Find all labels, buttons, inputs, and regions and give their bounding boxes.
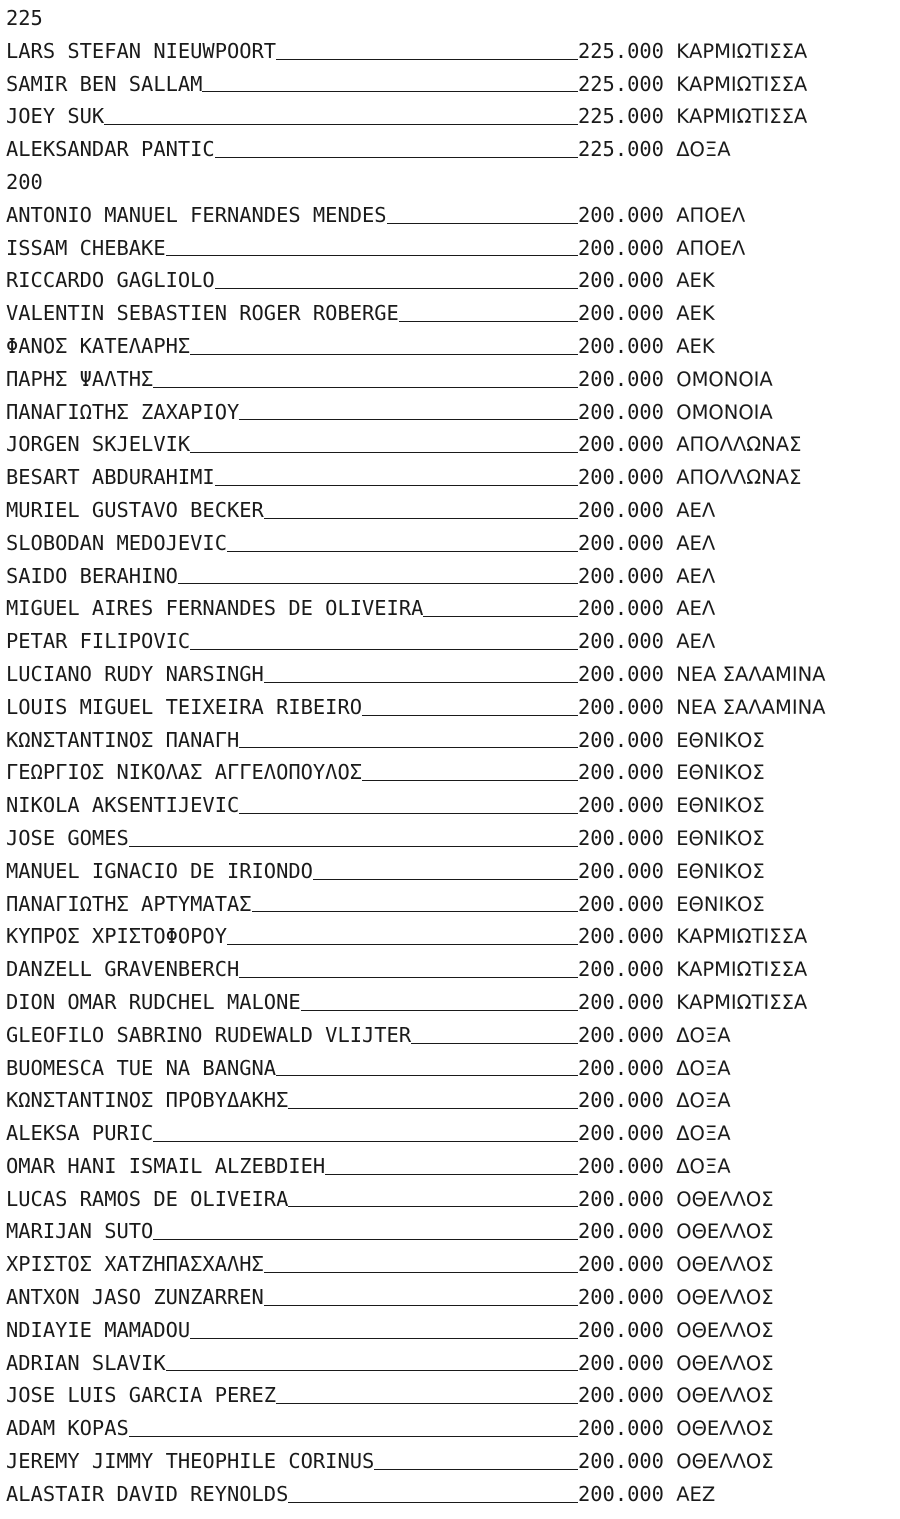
player-name: NDIAYIE MAMADOU bbox=[6, 1317, 191, 1342]
amount: 200.000 bbox=[578, 1317, 677, 1342]
list-item bbox=[6, 625, 900, 658]
amount: 200.000 bbox=[578, 497, 677, 522]
amount: 200.000 bbox=[578, 825, 677, 850]
player-name: MIGUEL AIRES FERNANDES DE OLIVEIRA bbox=[6, 596, 424, 621]
player-name: ΧΡΙΣΤΟΣ ΧΑΤΖΗΠΑΣΧΑΛΗΣ bbox=[6, 1252, 264, 1277]
leader-line bbox=[239, 976, 578, 978]
amount: 200.000 bbox=[578, 1252, 677, 1277]
amount: 200.000 bbox=[578, 1285, 677, 1310]
leader-line bbox=[227, 943, 578, 945]
list-item bbox=[6, 888, 900, 921]
player-name: ALASTAIR DAVID REYNOLDS bbox=[6, 1481, 289, 1506]
amount: 200.000 bbox=[578, 793, 677, 818]
amount: 200.000 bbox=[578, 1121, 677, 1146]
leader-line bbox=[362, 714, 578, 716]
list-item bbox=[6, 100, 900, 133]
leader-line bbox=[190, 1337, 578, 1339]
club-name: ΟΘΕΛΛΟΣ bbox=[676, 1351, 774, 1375]
list-item bbox=[6, 986, 900, 1019]
leader-line bbox=[288, 1501, 578, 1503]
club-name: ΕΘΝΙΚΟΣ bbox=[676, 794, 765, 818]
player-name: ΓΕΩΡΓΙΟΣ ΝΙΚΟΛΑΣ ΑΓΓΕΛΟΠΟΥΛΟΣ bbox=[6, 760, 363, 785]
leader-line bbox=[202, 90, 578, 92]
list-item bbox=[6, 297, 900, 330]
amount: 200.000 bbox=[578, 1481, 677, 1506]
amount: 200.000 bbox=[578, 1350, 677, 1375]
club-name: ΑΕΛ bbox=[676, 531, 716, 555]
player-name: MARIJAN SUTO bbox=[6, 1219, 154, 1244]
player-name: LUCAS RAMOS DE OLIVEIRA bbox=[6, 1186, 289, 1211]
list-item bbox=[6, 560, 900, 593]
club-name: ΔΟΞΑ bbox=[676, 1023, 731, 1047]
list-item bbox=[6, 527, 900, 560]
player-name: ANTONIO MANUEL FERNANDES MENDES bbox=[6, 202, 387, 227]
club-name: ΔΟΞΑ bbox=[676, 1089, 731, 1113]
leader-line bbox=[153, 1238, 578, 1240]
amount: 200.000 bbox=[578, 858, 677, 883]
club-name: ΑΠΟΕΛ bbox=[676, 236, 746, 260]
list-item bbox=[6, 133, 900, 166]
club-name: ΑΕΛ bbox=[676, 630, 716, 654]
amount: 200.000 bbox=[578, 333, 677, 358]
amount: 200.000 bbox=[578, 432, 677, 457]
list-item bbox=[6, 428, 900, 461]
amount: 200.000 bbox=[578, 1416, 677, 1441]
club-name: ΕΘΝΙΚΟΣ bbox=[676, 892, 765, 916]
amount: 200.000 bbox=[578, 1153, 677, 1178]
leader-line bbox=[325, 1173, 578, 1175]
club-name: ΟΘΕΛΛΟΣ bbox=[676, 1220, 774, 1244]
player-name: LUCIANO RUDY NARSINGH bbox=[6, 661, 264, 686]
amount: 200.000 bbox=[578, 563, 677, 588]
club-name: ΑΕΛ bbox=[676, 498, 716, 522]
list-item bbox=[6, 1248, 900, 1281]
list-item bbox=[6, 1412, 900, 1445]
player-name: ΚΩΝΣΤΑΝΤΙΝΟΣ ΠΑΝΑΓΗ bbox=[6, 727, 240, 752]
amount: 200.000 bbox=[578, 268, 677, 293]
player-name: ΠΑΡΗΣ ΨΑΛΤΗΣ bbox=[6, 366, 154, 391]
leader-line bbox=[276, 1074, 578, 1076]
leader-line bbox=[190, 353, 578, 355]
club-name: ΑΕΛ bbox=[676, 597, 716, 621]
leader-line bbox=[264, 1271, 578, 1273]
leader-line bbox=[399, 320, 578, 322]
club-name: ΕΘΝΙΚΟΣ bbox=[676, 826, 765, 850]
amount: 200.000 bbox=[578, 1383, 677, 1408]
amount: 225.000 bbox=[578, 104, 677, 129]
player-name: ΠΑΝΑΓΙΩΤΗΣ ΑΡΤΥΜΑΤΑΣ bbox=[6, 891, 252, 916]
leader-line bbox=[190, 451, 578, 453]
leader-line bbox=[239, 746, 578, 748]
player-name: JOSE LUIS GARCIA PEREZ bbox=[6, 1383, 277, 1408]
list-item bbox=[6, 199, 900, 232]
leader-line bbox=[264, 681, 578, 683]
player-name: MANUEL IGNACIO DE IRIONDO bbox=[6, 858, 313, 883]
leader-line bbox=[423, 615, 578, 617]
player-name: BESART ABDURAHIMI bbox=[6, 465, 215, 490]
amount: 200.000 bbox=[578, 1219, 677, 1244]
leader-line bbox=[362, 779, 578, 781]
amount: 200.000 bbox=[578, 629, 677, 654]
list-item bbox=[6, 920, 900, 953]
list-item bbox=[6, 658, 900, 691]
leader-line bbox=[215, 156, 578, 158]
club-name: ΑΕΚ bbox=[676, 334, 715, 358]
club-name: ΔΟΞΑ bbox=[676, 1122, 731, 1146]
player-name: ADRIAN SLAVIK bbox=[6, 1350, 166, 1375]
leader-line bbox=[153, 386, 578, 388]
list-item bbox=[6, 68, 900, 101]
club-name: ΟΘΕΛΛΟΣ bbox=[676, 1384, 774, 1408]
leader-line bbox=[215, 484, 578, 486]
player-name: JEREMY JIMMY THEOPHILE CORINUS bbox=[6, 1449, 375, 1474]
player-name: PETAR FILIPOVIC bbox=[6, 629, 191, 654]
club-name: ΝΕΑ ΣΑΛΑΜΙΝΑ bbox=[676, 662, 826, 686]
list-item bbox=[6, 264, 900, 297]
list-item bbox=[6, 953, 900, 986]
amount: 200.000 bbox=[578, 1022, 677, 1047]
club-name: ΔΟΞΑ bbox=[676, 1154, 731, 1178]
list-item bbox=[6, 1183, 900, 1216]
club-name: ΟΘΕΛΛΟΣ bbox=[676, 1286, 774, 1310]
leader-line bbox=[252, 910, 578, 912]
leader-line bbox=[239, 812, 578, 814]
list-item bbox=[6, 1314, 900, 1347]
amount: 200.000 bbox=[578, 1186, 677, 1211]
list-item bbox=[6, 494, 900, 527]
club-name: ΔΟΞΑ bbox=[676, 1056, 731, 1080]
amount: 200.000 bbox=[578, 694, 677, 719]
player-name: JOSE GOMES bbox=[6, 825, 129, 850]
leader-line bbox=[387, 222, 578, 224]
amount: 200.000 bbox=[578, 235, 677, 260]
player-name: LOUIS MIGUEL TEIXEIRA RIBEIRO bbox=[6, 694, 363, 719]
amount: 200.000 bbox=[578, 1088, 677, 1113]
club-name: ΕΘΝΙΚΟΣ bbox=[676, 859, 765, 883]
player-name: OMAR HANI ISMAIL ALZEBDIEH bbox=[6, 1153, 326, 1178]
list-item bbox=[6, 1084, 900, 1117]
player-name: VALENTIN SEBASTIEN ROGER ROBERGE bbox=[6, 301, 399, 326]
club-name: ΟΜΟΝΟΙΑ bbox=[676, 400, 773, 424]
club-name: ΑΕΚ bbox=[676, 302, 715, 326]
list-item bbox=[6, 1150, 900, 1183]
list-item bbox=[6, 1478, 900, 1511]
amount: 200.000 bbox=[578, 924, 677, 949]
leader-line bbox=[313, 878, 578, 880]
leader-line bbox=[288, 1107, 578, 1109]
group-heading: 225 bbox=[6, 6, 43, 30]
club-name: ΟΘΕΛΛΟΣ bbox=[676, 1318, 774, 1342]
amount: 225.000 bbox=[578, 38, 677, 63]
player-name: ALEKSA PURIC bbox=[6, 1121, 154, 1146]
leader-line bbox=[288, 1205, 578, 1207]
leader-line bbox=[276, 1402, 578, 1404]
amount: 200.000 bbox=[578, 989, 677, 1014]
list-item bbox=[6, 461, 900, 494]
club-name: ΑΠΟΕΛ bbox=[676, 203, 746, 227]
player-name: ISSAM CHEBAKE bbox=[6, 235, 166, 260]
club-name: ΟΘΕΛΛΟΣ bbox=[676, 1253, 774, 1277]
list-item bbox=[6, 1215, 900, 1248]
leader-line bbox=[178, 582, 578, 584]
leader-line bbox=[239, 418, 578, 420]
list-item bbox=[6, 35, 900, 68]
player-name: ΚΥΠΡΟΣ ΧΡΙΣΤΟΦΟΡΟΥ bbox=[6, 924, 227, 949]
list-item bbox=[6, 232, 900, 265]
player-name: ALEKSANDAR PANTIC bbox=[6, 137, 215, 162]
club-name: ΚΑΡΜΙΩΤΙΣΣΑ bbox=[676, 958, 808, 982]
leader-line bbox=[411, 1042, 578, 1044]
amount: 200.000 bbox=[578, 760, 677, 785]
group-heading: 200 bbox=[6, 169, 43, 194]
club-name: ΚΑΡΜΙΩΤΙΣΣΑ bbox=[676, 39, 808, 63]
player-name: NIKOLA AKSENTIJEVIC bbox=[6, 793, 240, 818]
club-name: ΚΑΡΜΙΩΤΙΣΣΑ bbox=[676, 990, 808, 1014]
player-name: SAIDO BERAHINO bbox=[6, 563, 178, 588]
list-item bbox=[6, 789, 900, 822]
list-item bbox=[6, 1117, 900, 1150]
list-item bbox=[6, 592, 900, 625]
amount: 200.000 bbox=[578, 301, 677, 326]
leader-line bbox=[227, 550, 578, 552]
amount: 225.000 bbox=[578, 71, 677, 96]
leader-line bbox=[166, 254, 578, 256]
player-name: JORGEN SKJELVIK bbox=[6, 432, 191, 457]
amount: 200.000 bbox=[578, 202, 677, 227]
club-name: ΚΑΡΜΙΩΤΙΣΣΑ bbox=[676, 925, 808, 949]
player-name: DANZELL GRAVENBERCH bbox=[6, 957, 240, 982]
player-name: ANTXON JASO ZUNZARREN bbox=[6, 1285, 264, 1310]
amount: 200.000 bbox=[578, 957, 677, 982]
leader-line bbox=[276, 58, 578, 60]
player-name: BUOMESCA TUE NA BANGNA bbox=[6, 1055, 277, 1080]
player-name: SLOBODAN MEDOJEVIC bbox=[6, 530, 227, 555]
list-item bbox=[6, 822, 900, 855]
salary-list bbox=[6, 2, 900, 1511]
leader-line bbox=[264, 1304, 578, 1306]
amount: 200.000 bbox=[578, 891, 677, 916]
leader-line bbox=[129, 1435, 578, 1437]
amount: 225.000 bbox=[578, 137, 677, 162]
amount: 200.000 bbox=[578, 1449, 677, 1474]
list-item bbox=[6, 1281, 900, 1314]
list-item bbox=[6, 1445, 900, 1478]
player-name: MURIEL GUSTAVO BECKER bbox=[6, 497, 264, 522]
leader-line bbox=[301, 1009, 578, 1011]
club-name: ΕΘΝΙΚΟΣ bbox=[676, 761, 765, 785]
list-item bbox=[6, 756, 900, 789]
list-item bbox=[6, 396, 900, 429]
club-name: ΑΕΖ bbox=[676, 1482, 716, 1506]
leader-line bbox=[104, 123, 578, 125]
amount: 200.000 bbox=[578, 596, 677, 621]
leader-line bbox=[190, 648, 578, 650]
club-name: ΚΑΡΜΙΩΤΙΣΣΑ bbox=[676, 72, 808, 96]
list-item bbox=[6, 1052, 900, 1085]
amount: 200.000 bbox=[578, 366, 677, 391]
list-item bbox=[6, 363, 900, 396]
player-name: SAMIR BEN SALLAM bbox=[6, 71, 203, 96]
amount: 200.000 bbox=[578, 399, 677, 424]
list-item bbox=[6, 330, 900, 363]
player-name: RICCARDO GAGLIOLO bbox=[6, 268, 215, 293]
player-name: ΠΑΝΑΓΙΩΤΗΣ ΖΑΧΑΡΙΟΥ bbox=[6, 399, 240, 424]
amount: 200.000 bbox=[578, 727, 677, 752]
club-name: ΑΕΚ bbox=[676, 269, 715, 293]
club-name: ΟΜΟΝΟΙΑ bbox=[676, 367, 773, 391]
amount: 200.000 bbox=[578, 465, 677, 490]
club-name: ΟΘΕΛΛΟΣ bbox=[676, 1417, 774, 1441]
player-name: DION OMAR RUDCHEL MALONE bbox=[6, 989, 301, 1014]
club-name: ΟΘΕΛΛΟΣ bbox=[676, 1187, 774, 1211]
player-name: JOEY SUK bbox=[6, 104, 105, 129]
amount: 200.000 bbox=[578, 1055, 677, 1080]
list-item bbox=[6, 724, 900, 757]
club-name: ΚΑΡΜΙΩΤΙΣΣΑ bbox=[676, 105, 808, 129]
amount: 200.000 bbox=[578, 530, 677, 555]
club-name: ΕΘΝΙΚΟΣ bbox=[676, 728, 765, 752]
list-item bbox=[6, 691, 900, 724]
club-name: ΔΟΞΑ bbox=[676, 138, 731, 162]
amount: 200.000 bbox=[578, 661, 677, 686]
leader-line bbox=[153, 1140, 578, 1142]
player-name: GLEOFILO SABRINO RUDEWALD VLIJTER bbox=[6, 1022, 412, 1047]
club-name: ΟΘΕΛΛΟΣ bbox=[676, 1450, 774, 1474]
club-name: ΝΕΑ ΣΑΛΑΜΙΝΑ bbox=[676, 695, 826, 719]
list-item bbox=[6, 1019, 900, 1052]
leader-line bbox=[264, 517, 578, 519]
player-name: LARS STEFAN NIEUWPOORT bbox=[6, 38, 277, 63]
leader-line bbox=[166, 1369, 578, 1371]
player-name: ΚΩΝΣΤΑΝΤΙΝΟΣ ΠΡΟΒΥΔΑΚΗΣ bbox=[6, 1088, 289, 1113]
list-item bbox=[6, 1347, 900, 1380]
leader-line bbox=[129, 845, 578, 847]
leader-line bbox=[374, 1468, 578, 1470]
club-name: ΑΠΟΛΛΩΝΑΣ bbox=[676, 433, 802, 457]
player-name: ΦΑΝΟΣ ΚΑΤΕΛΑΡΗΣ bbox=[6, 333, 191, 358]
list-item bbox=[6, 1379, 900, 1412]
leader-line bbox=[215, 287, 578, 289]
club-name: ΑΕΛ bbox=[676, 564, 716, 588]
player-name: ADAM KOPAS bbox=[6, 1416, 129, 1441]
list-item bbox=[6, 855, 900, 888]
club-name: ΑΠΟΛΛΩΝΑΣ bbox=[676, 466, 802, 490]
